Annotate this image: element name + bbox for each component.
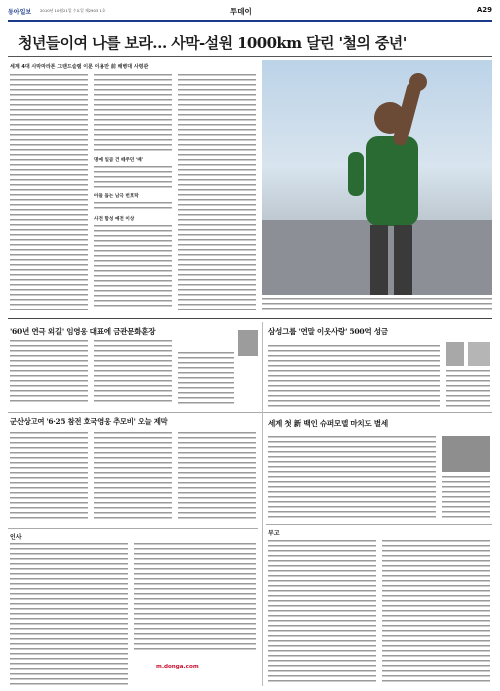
main-article-col-2	[94, 74, 172, 152]
story-4-text	[268, 436, 436, 518]
main-article-col-2c	[94, 202, 172, 212]
story-1-headline: '60년 연극 외길' 임영웅 대표에 금관문화훈장	[10, 327, 156, 336]
main-article-col-3	[178, 74, 256, 310]
runner-figure	[262, 60, 492, 295]
column-divider-top	[262, 322, 263, 412]
main-article-col-2d	[94, 225, 172, 310]
people-section-title: 인사	[10, 534, 22, 541]
story-4-headline: 세계 첫 新 백인 슈퍼모델 마치도 별세	[268, 419, 388, 428]
mid-rule	[8, 412, 492, 413]
main-subhead-1: 명예 일곱 건 떼주던 '배'	[94, 158, 144, 163]
people-list-col-1	[10, 543, 128, 685]
story-2-side-text	[446, 370, 490, 408]
masthead	[8, 5, 492, 19]
story-2-photo-2	[468, 342, 490, 366]
story-3-text-col-1	[10, 432, 88, 522]
main-photo-caption	[262, 298, 492, 310]
story-3-text-col-2	[94, 432, 172, 522]
footer-email: m.donga.com	[156, 664, 199, 670]
story-1-text-col-1	[10, 340, 88, 404]
story-2-text	[268, 345, 440, 409]
date-line: 2010년 10월21일 수요일 제2903 1호	[40, 8, 106, 13]
main-photo	[262, 60, 492, 295]
obituary-rule	[266, 524, 492, 525]
story-2-photo	[446, 342, 464, 366]
story-2-headline: 삼성그룹 '연말 이웃사랑' 500억 성금	[268, 327, 388, 336]
paper-name: 동아일보	[8, 9, 32, 16]
headline-rule	[8, 56, 492, 57]
main-article-col-1	[10, 74, 88, 310]
story-3-headline: 군산상고여 '6·25 참전 호국영웅 추모비' 오늘 제막	[10, 417, 168, 426]
section-title: 투데이	[230, 7, 252, 16]
obituary-section-title: 부고	[268, 530, 280, 537]
story-1-text-col-3	[178, 352, 234, 404]
story-1-photo	[238, 330, 258, 356]
obituary-col-2	[382, 540, 490, 685]
main-subhead-2: 아들 돕는 남극 번호탁	[94, 194, 139, 199]
story-3-text-col-3	[178, 432, 256, 522]
story-1-text-col-2	[94, 340, 172, 404]
left-section-rule	[8, 528, 258, 529]
page-number: A29	[476, 6, 492, 14]
main-headline: 청년들이여 나를 보라… 사막-설원 1000km 달린 '철의 중년'	[18, 34, 407, 52]
story-4-photo	[442, 436, 490, 472]
main-article-col-2b	[94, 166, 172, 188]
masthead-rule	[8, 20, 492, 22]
people-list-col-2	[134, 543, 256, 653]
column-divider-bottom	[262, 412, 263, 686]
obituary-col-1	[268, 540, 376, 685]
story-4-side-text	[442, 476, 490, 518]
main-kicker: 세계 4대 사막마라톤 그랜드슬램 이룬 이용만 前 해병대 사령관	[10, 64, 149, 70]
main-bottom-rule	[8, 318, 492, 319]
main-subhead-3: 사전 함성 예전 이상	[94, 217, 135, 222]
